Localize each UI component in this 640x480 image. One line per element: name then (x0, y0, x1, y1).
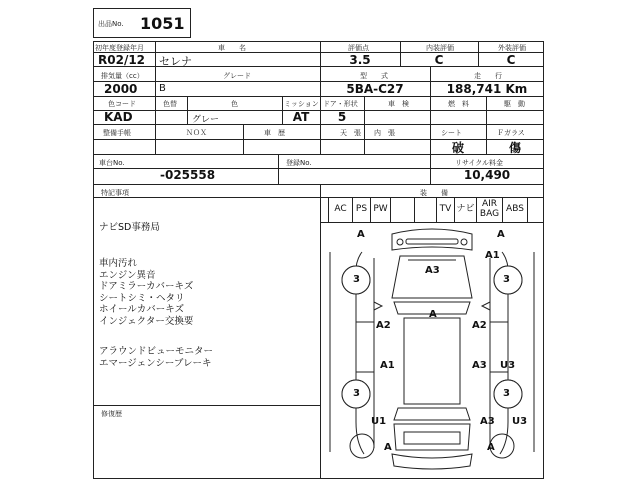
interior-value: C (434, 53, 444, 67)
fuel-label: 燃 料 (448, 100, 469, 108)
notes-label: 特記事項 (101, 189, 129, 197)
inspection-label: 車 検 (388, 100, 409, 108)
color-swap-label: 色替 (163, 100, 177, 108)
cc-value: 2000 (104, 82, 138, 96)
name-label: 車 名 (218, 44, 246, 52)
note-item: ドアミラーカバーキズ (99, 281, 194, 292)
recycle-value: 10,490 (463, 168, 511, 182)
note-item: インジェクター交換要 (99, 315, 194, 327)
damage-left-rear-door: A1 (380, 360, 395, 371)
note-item: エマージェンシーブレーキ (99, 357, 212, 369)
damage-tire-fr: 3 (503, 274, 510, 285)
cc-label: 排気量（cc） (101, 72, 144, 80)
exterior-label: 外装評価 (498, 44, 526, 52)
note-item: シートシミ・ヘタリ (99, 292, 185, 304)
lot-box (93, 8, 191, 38)
color-code-label: 色コード (108, 100, 136, 108)
damage-right-quarter: U3 (500, 360, 516, 371)
equipment-item: ABS (502, 197, 528, 222)
note-item: アラウンドビューモニター (99, 346, 214, 357)
damage-rear-left: U1 (371, 416, 387, 427)
mission-label: ミッション (284, 100, 319, 108)
grade-value: B (159, 83, 166, 94)
notes-list-2 (99, 346, 213, 369)
name-value: セレナ (159, 55, 192, 68)
damage-rear-u3: U3 (512, 416, 528, 427)
damage-hood: A3 (425, 265, 440, 276)
lot-number: 1051 (140, 14, 185, 33)
seat-value: 破 (451, 141, 464, 155)
note-item: エンジン異音 (99, 269, 156, 281)
grade-label: グレード (223, 72, 251, 80)
color-label: 色 (231, 100, 238, 108)
equipment-item: PS (352, 197, 370, 222)
history-label: 車 歴 (264, 129, 285, 137)
damage-front-left: A (357, 229, 365, 240)
equipment-item: TV (436, 197, 454, 222)
inner-label: 内 張 (374, 129, 395, 137)
recycle-label: リサイクル料金 (455, 159, 504, 167)
mileage-value: 188,741 Km (446, 82, 528, 96)
drive-label: 駆 動 (504, 100, 525, 108)
damage-right-rear-door: A3 (472, 360, 487, 371)
note-item: 車内汚れ (99, 258, 138, 269)
equipment-item (414, 197, 436, 222)
damage-front-right-a1: A1 (485, 250, 500, 261)
equipment-item: AIR BAG (476, 197, 502, 222)
damage-roof: A (429, 309, 437, 320)
damage-rear-right: A3 (480, 416, 495, 427)
reg-label: 登録No. (286, 159, 312, 167)
lot-label: 出品No. (98, 20, 124, 28)
chassis-label: 車台No. (99, 159, 125, 167)
note-item: ホイールカバーキズ (99, 304, 185, 315)
chassis-value: -025558 (160, 168, 216, 182)
door-value: 5 (337, 110, 347, 124)
nox-label: ＮＯＸ (186, 129, 207, 137)
model-label: 型 式 (360, 72, 388, 80)
glass-label: Ｆガラス (497, 129, 525, 137)
damage-right-front-door: A2 (472, 320, 487, 331)
exterior-value: C (506, 53, 516, 67)
equipment-item: PW (370, 197, 390, 222)
year-label: 初年度登録年月 (95, 44, 144, 52)
repair-label: 修復歴 (101, 410, 122, 418)
car-damage-diagram (320, 222, 544, 479)
damage-tire-rr: 3 (503, 388, 510, 399)
glass-value: 傷 (508, 141, 521, 155)
damage-front-right: A (497, 229, 505, 240)
color-code-value: KAD (104, 110, 133, 124)
damage-tire-fl: 3 (353, 274, 360, 285)
mileage-label: 走 行 (474, 72, 502, 80)
damage-bumper-right: A (487, 442, 495, 453)
notes-list (99, 258, 193, 327)
score-value: 3.5 (349, 53, 371, 67)
notes-top: ナビSD事務局 (99, 222, 160, 233)
damage-tire-rl: 3 (353, 388, 360, 399)
color-value: グレー (192, 115, 220, 125)
score-label: 評価点 (348, 44, 369, 52)
equipment-item (390, 197, 414, 222)
damage-bumper-left: A (384, 442, 392, 453)
equipment-item: ナビ (454, 197, 476, 222)
mission-value: AT (292, 110, 310, 124)
year-value: R02/12 (98, 53, 146, 67)
door-label: ドア・形状 (323, 100, 358, 108)
equipment-item: AC (328, 197, 352, 222)
equipment-row (320, 197, 544, 222)
model-value: 5BA-C27 (346, 82, 404, 96)
damage-left-front-door: A2 (376, 320, 391, 331)
equipment-label: 装 備 (420, 189, 448, 197)
maint-label: 整備手帳 (103, 129, 131, 137)
interior-label: 内装評価 (426, 44, 454, 52)
seat-label: シート (441, 129, 462, 137)
roof-label: 天 張 (340, 129, 361, 137)
